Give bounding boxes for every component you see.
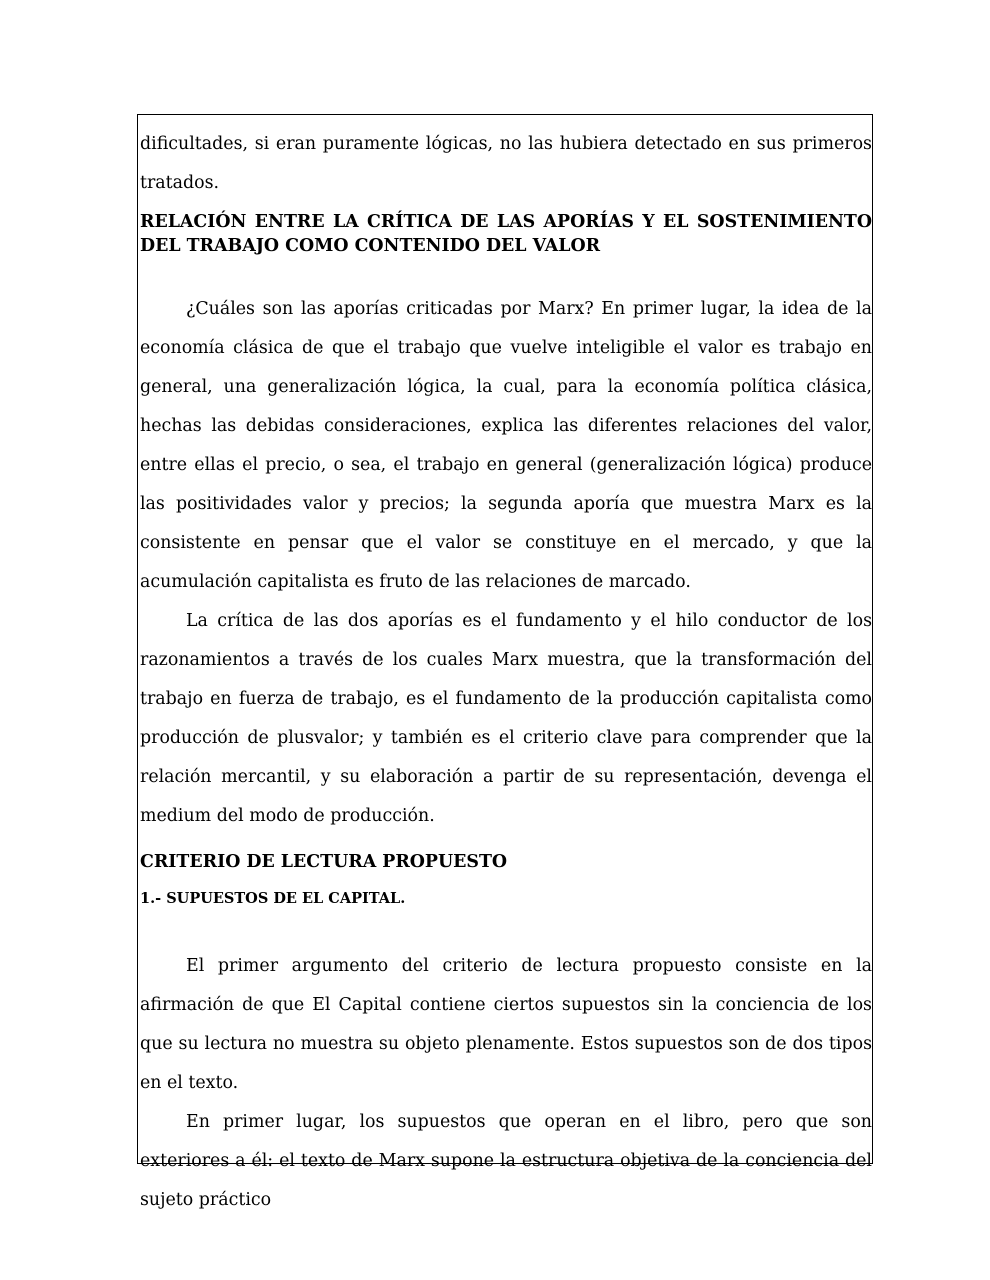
subsection-heading-supuestos: 1.- SUPUESTOS DE EL CAPITAL. [140,890,406,907]
document-body [140,125,872,1220]
paragraph-continuation: dificultades, si eran puramente lógicas, no las hubiera detectado en sus primeros tratados. [140,134,872,193]
section-heading-criterio: CRITERIO DE LECTURA PROPUESTO [140,852,508,872]
paragraph-aporias: ¿Cuáles son las aporías criticadas por Marx? En primer lugar, la idea de la economía clásica de que el trabajo que vuelve inteligible el valor es trabajo en general, una generalización lógica, la cual, para la economía política clásica, hechas las debidas consideraciones, explica las diferentes relaciones del valor, entre ellas el precio, o sea, el trabajo en general (generalización lógica) produce las positividades valor y precios; la segunda aporía que muestra Marx es la consistente en pensar que el valor se constituye en el mercado, y que la acumulación capitalista es fruto de las relaciones de marcado. [140,299,872,592]
paragraph-primer-lugar: En primer lugar, los supuestos que operan en el libro, pero que son exteriores a él: el texto de Marx supone la estructura objetiva de la conciencia del sujeto práctico [140,1112,872,1210]
paragraph-critica: La crítica de las dos aporías es el fundamento y el hilo conductor de los razonamientos a través de los cuales Marx muestra, que la transformación del trabajo en fuerza de trabajo, es el fundamento de la producción capitalista como producción de plusvalor; y también es el criterio clave para comprender que la relación mercantil, y su elaboración a partir de su representación, devenga el medium del modo de producción. [140,611,872,826]
section-heading-relacion: RELACIÓN ENTRE LA CRÍTICA DE LAS APORÍAS Y EL SOSTENIMIENTO DEL TRABAJO COMO CONTENIDO DEL VALOR [140,212,872,256]
paragraph-primer-argumento: El primer argumento del criterio de lectura propuesto consiste en la afirmación de que El Capital contiene ciertos supuestos sin la conciencia de los que su lectura no muestra su objeto plenamente. Estos supuestos son de dos tipos en el texto. [140,956,872,1093]
